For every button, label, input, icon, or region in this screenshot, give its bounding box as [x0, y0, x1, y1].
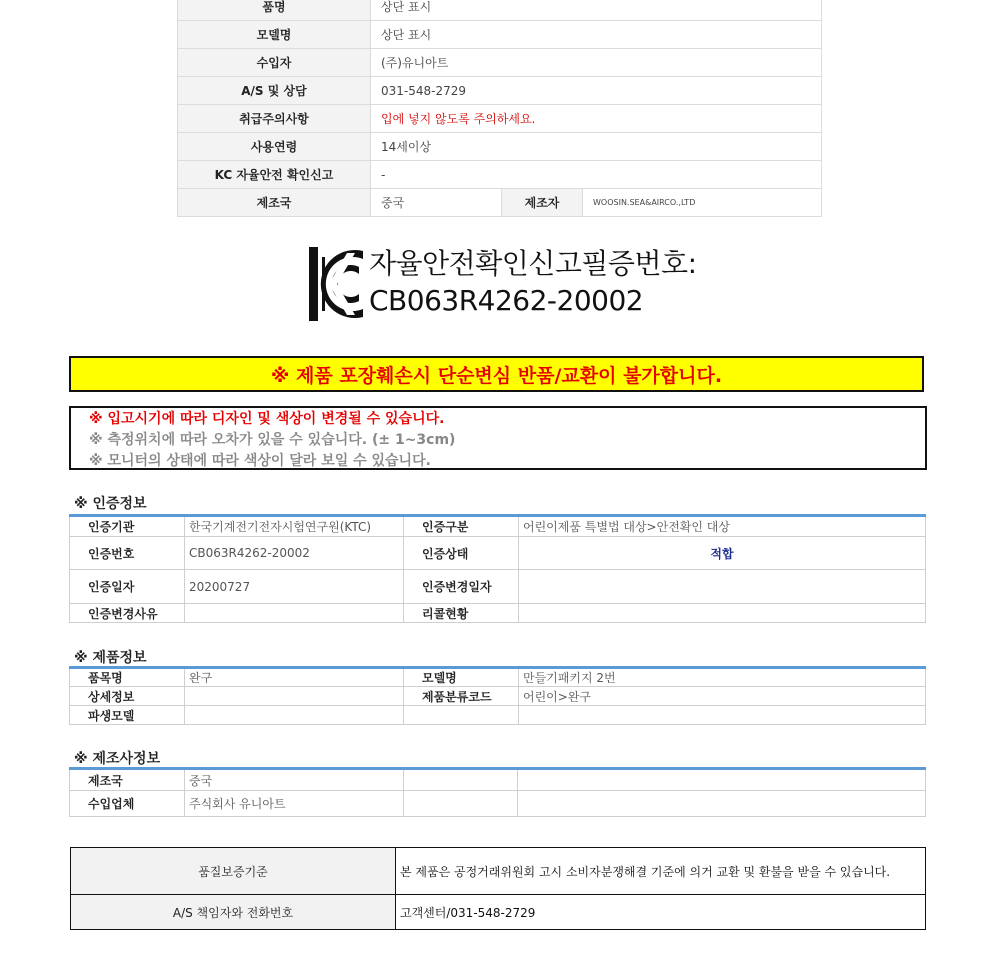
table-row: [178, 161, 822, 189]
row-label: KC 자율안전 확인신고: [178, 161, 371, 189]
cell-key: 인증변경일자: [404, 570, 519, 604]
maker-value: WOOSIN.SEA&AIRCO.,LTD: [583, 189, 822, 217]
cell-value: 어린이>완구: [519, 687, 926, 706]
row-label: 수입자: [178, 49, 371, 77]
warning-line: ※ 측정위치에 따라 오차가 있을 수 있습니다. (± 1~3cm): [89, 432, 456, 448]
table-row: [70, 706, 926, 725]
cell-value: [519, 570, 926, 604]
table-row: [178, 133, 822, 161]
cell-value: 본 제품은 공정거래위원회 고시 소비자분쟁해결 기준에 의거 교환 및 환불을 받을 수 있습니다.: [396, 848, 926, 895]
country-value: 중국: [371, 189, 502, 217]
row-label: 취급주의사항: [178, 105, 371, 133]
row-value: 031-548-2729: [371, 77, 822, 105]
row-label: A/S 및 상담: [178, 77, 371, 105]
cell-value: 어린이제품 특별법 대상>안전확인 대상: [519, 516, 926, 537]
kc-mark-icon: [309, 247, 365, 321]
cell-key: [404, 769, 518, 791]
cell-value: 20200727: [185, 570, 404, 604]
warning-line: ※ 모니터의 상태에 따라 색상이 달라 보일 수 있습니다.: [89, 453, 431, 469]
cell-key: 인증번호: [70, 537, 185, 570]
cell-key: 인증기관: [70, 516, 185, 537]
cell-value: [518, 769, 926, 791]
table-row: [71, 848, 926, 895]
table-row: [70, 570, 926, 604]
warning-line: ※ 입고시기에 따라 디자인 및 색상이 변경될 수 있습니다.: [89, 411, 445, 427]
kc-cert-title: 자율안전확인신고필증번호:: [369, 247, 697, 280]
product-info-detail-table: [69, 666, 926, 725]
kc-cert-text: [369, 245, 697, 319]
cell-value: [185, 604, 404, 623]
cert-status-value: 적합: [519, 537, 926, 570]
table-row: [70, 791, 926, 817]
cell-key: 제조국: [70, 769, 185, 791]
row-value: 상단 표시: [371, 0, 822, 21]
cell-value: 한국기계전기전자시험연구원(KTC): [185, 516, 404, 537]
cert-info-table: [69, 514, 926, 623]
row-label: 모델명: [178, 21, 371, 49]
table-row: [70, 537, 926, 570]
cell-key: 파생모델: [70, 706, 185, 725]
cell-key: [404, 791, 518, 817]
return-policy-notice: ※ 제품 포장훼손시 단순변심 반품/교환이 불가합니다.: [69, 356, 924, 392]
cell-key: 품목명: [70, 668, 185, 687]
row-value-caution: 입에 넣지 않도록 주의하세요.: [371, 105, 822, 133]
cell-key: 인증일자: [70, 570, 185, 604]
maker-label: 제조자: [502, 189, 583, 217]
table-row: [70, 687, 926, 706]
cell-key: 리콜현황: [404, 604, 519, 623]
table-row: [178, 0, 822, 21]
cell-value: [519, 604, 926, 623]
cell-key: [404, 706, 519, 725]
cell-value: [519, 706, 926, 725]
cell-value: 완구: [185, 668, 404, 687]
table-row: [70, 769, 926, 791]
maker-info-table: [69, 767, 926, 817]
cell-key: A/S 책임자와 전화번호: [71, 895, 396, 930]
row-value: -: [371, 161, 822, 189]
table-row: [70, 668, 926, 687]
country-label: 제조국: [178, 189, 371, 217]
row-value: 14세이상: [371, 133, 822, 161]
row-value: (주)유니아트: [371, 49, 822, 77]
cell-key: 상세정보: [70, 687, 185, 706]
product-info-table: [177, 0, 822, 217]
guarantee-table: [70, 847, 926, 930]
cell-value: [518, 791, 926, 817]
cell-key: 수입업체: [70, 791, 185, 817]
cell-value: 고객센터/031-548-2729: [396, 895, 926, 930]
cell-key: 모델명: [404, 668, 519, 687]
row-label: 사용연령: [178, 133, 371, 161]
table-row: [178, 105, 822, 133]
cell-value: [185, 687, 404, 706]
cell-key: 제품분류코드: [404, 687, 519, 706]
table-row: [70, 516, 926, 537]
table-row: [71, 895, 926, 930]
kc-cert-number: CB063R4262-20002: [369, 284, 644, 317]
section-title-maker: ※ 제조사정보: [74, 751, 161, 767]
cell-key: 인증상태: [404, 537, 519, 570]
cell-value: 주식회사 유니아트: [185, 791, 404, 817]
table-row: [178, 49, 822, 77]
section-title-cert: ※ 인증정보: [74, 496, 147, 512]
cell-key: 인증구분: [404, 516, 519, 537]
table-row: [178, 21, 822, 49]
table-row: [70, 604, 926, 623]
kc-certification-mark: [309, 245, 697, 323]
cell-value: 중국: [185, 769, 404, 791]
table-row: [178, 189, 822, 217]
cell-key: 품질보증기준: [71, 848, 396, 895]
cell-value: [185, 706, 404, 725]
warnings-box: [69, 406, 927, 470]
cell-key: 인증변경사유: [70, 604, 185, 623]
table-row: [178, 77, 822, 105]
cell-value: CB063R4262-20002: [185, 537, 404, 570]
cell-value: 만들기패키지 2번: [519, 668, 926, 687]
section-title-product: ※ 제품정보: [74, 650, 147, 666]
row-label: 품명: [178, 0, 371, 21]
row-value: 상단 표시: [371, 21, 822, 49]
